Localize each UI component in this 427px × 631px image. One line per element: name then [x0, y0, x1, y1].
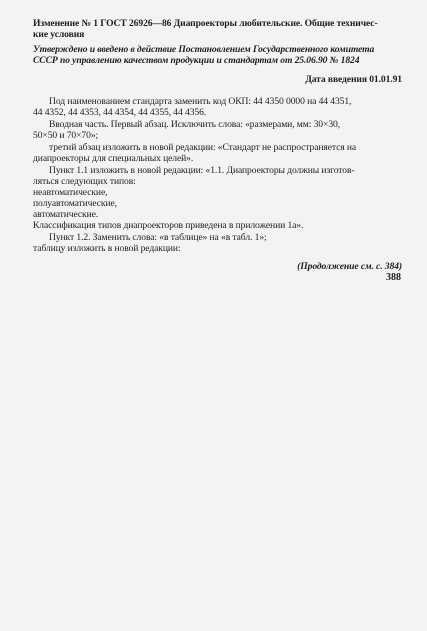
- body-line-3: Вводная часть. Первый абзац. Исключить слова: «размерами, мм: 30×30,: [49, 119, 341, 130]
- body-line-5: третий абзац изложить в новой редакции: «Стандарт не распространяется на: [49, 142, 357, 153]
- approval-line-1: Утверждено и введено в действие Постановлением Государственного комитета: [33, 44, 375, 55]
- body-line-8: ляться следующих типов:: [33, 176, 136, 187]
- body-line-1: Под наименованием стандарта заменить код ОКП: 44 4350 0000 на 44 4351,: [49, 96, 352, 107]
- page-number: 388: [386, 272, 401, 283]
- body-line-10: полуавтоматические,: [33, 198, 117, 209]
- body-line-11: автоматические.: [33, 209, 99, 220]
- continuation-note: (Продолжение см. с. 384): [297, 261, 402, 272]
- amendment-title-line-1: Изменение № 1 ГОСТ 26926—86 Диапроекторы любительские. Общие техничес-: [33, 18, 378, 29]
- body-line-2: 44 4352, 44 4353, 44 4354, 44 4355, 44 4356.: [33, 107, 207, 118]
- body-line-13: Пункт 1.2. Заменить слова: «в таблице» на «в табл. 1»;: [49, 232, 267, 243]
- body-line-4: 50×50 и 70×70»;: [33, 130, 99, 141]
- body-line-12: Классификация типов диапроекторов приведена в приложении 1а».: [33, 220, 304, 231]
- body-line-7: Пункт 1.1 изложить в новой редакции: «1.1. Диапроекторы должны изготов-: [49, 165, 355, 176]
- amendment-title-line-2: кие условия: [33, 29, 85, 40]
- body-line-9: неавтоматические,: [33, 187, 108, 198]
- body-line-14: таблицу изложить в новой редакции:: [33, 243, 181, 254]
- approval-line-2: СССР по управлению качеством продукции и стандартам от 25.06.90 № 1824: [33, 55, 360, 66]
- body-line-6: диапроекторы для специальных целей».: [33, 153, 194, 164]
- effective-date: Дата введения 01.01.91: [305, 74, 402, 85]
